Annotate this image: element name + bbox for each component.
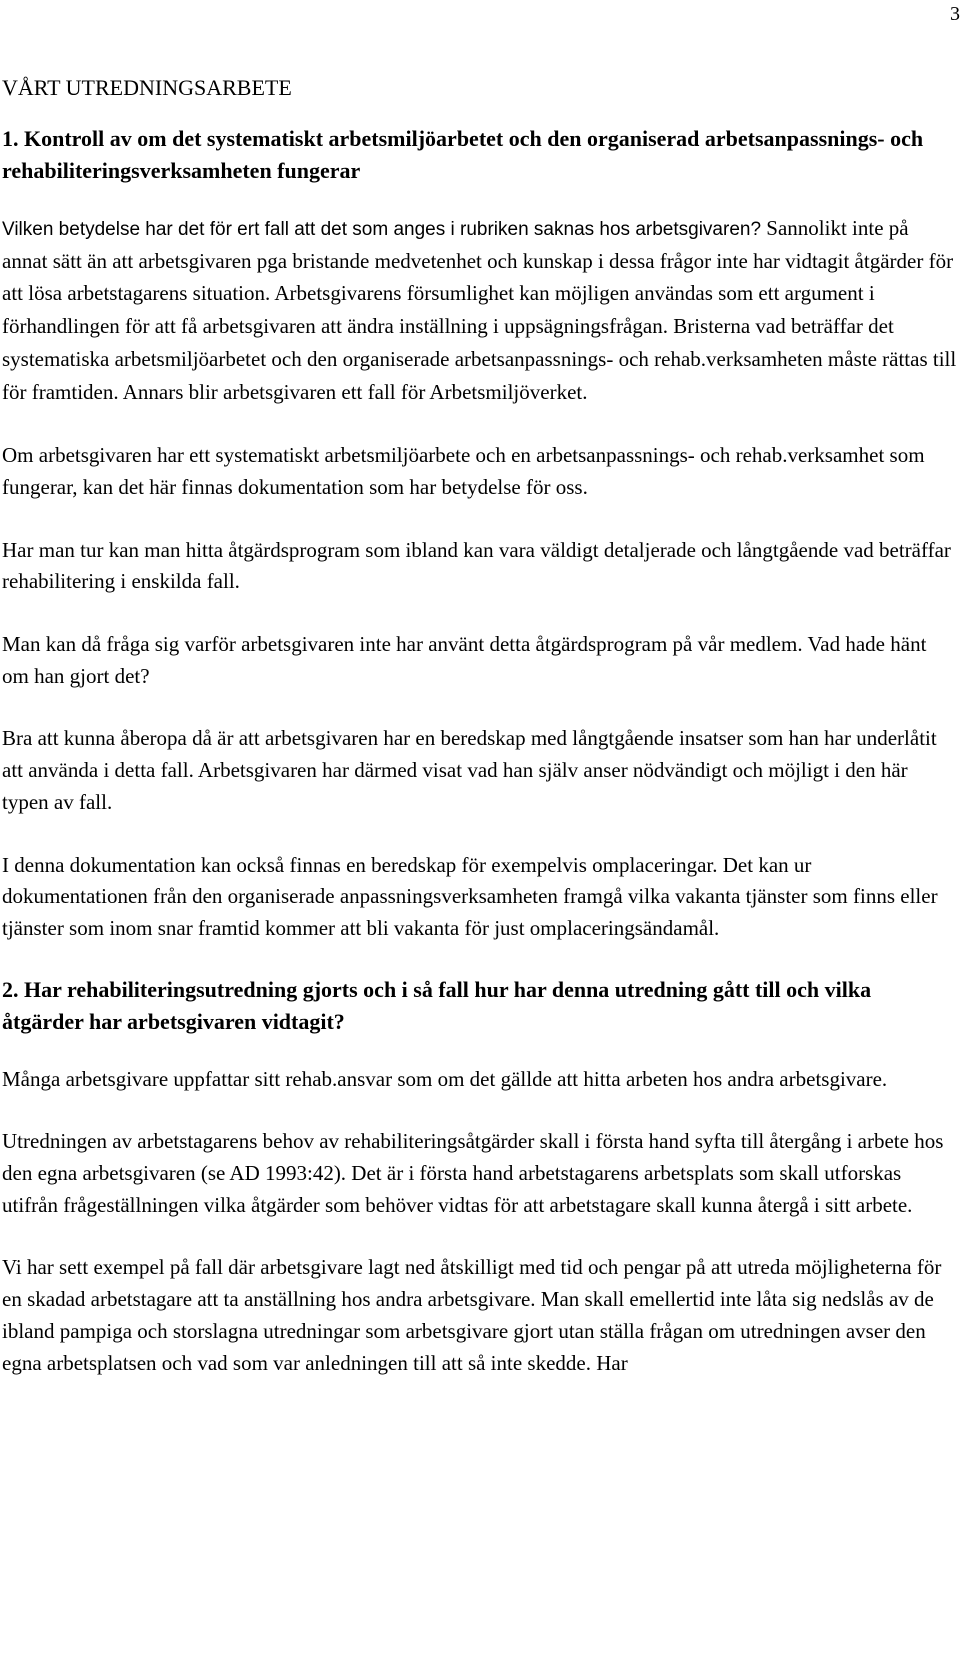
section-2-title: 2. Har rehabiliteringsutredning gjorts och i så fall hur har denna utredning gått till och vilka åtgärder har arbetsgivaren vidtagit? <box>2 976 872 1034</box>
document-heading: VÅRT UTREDNINGSARBETE <box>2 75 292 100</box>
section-1-paragraph-1-lead: Vilken betydelse har det för ert fall att det som anges i rubriken saknas hos arbetsgivaren? <box>2 219 762 240</box>
section-1-paragraph-1-text: Sannolikt inte på annat sätt än att arbetsgivaren pga bristande medvetenhet och kunskap i dessa frågor inte har vidtagit åtgärder för att lösa arbetstagarens situation. Arbetsgivarens försumlighet kan möjligen användas som ett argument i förhandlingen för att få arbetsgivaren att ändra inställning i uppsägningsfrågan. Bristerna vad beträffar det systematiska arbetsmiljöarbetet och den organiserade arbetsanpassnings- och rehab.verksamheten måste rättas till för framtiden. Annars blir arbetsgivaren ett fall för Arbetsmiljöverket. <box>2 216 957 404</box>
section-1-paragraph-2: Om arbetsgivaren har ett systematiskt arbetsmiljöarbete och en arbetsanpassnings- och rehab.verksamhet som fungerar, kan det här finnas dokumentation som har betydelse för oss. <box>2 443 925 499</box>
section-1-paragraph-3: Har man tur kan man hitta åtgärdsprogram som ibland kan vara väldigt detaljerade och långtgående vad beträffar rehabilitering i enskilda fall. <box>2 537 951 594</box>
document-content <box>2 72 958 1410</box>
section-2-paragraph-3: Vi har sett exempel på fall där arbetsgivare lagt ned åtskilligt med tid och pengar på att utreda möjligheterna för en skadad arbetstagare att ta anställning hos andra arbetsgivare. Man skall emellertid inte låta sig nedslås av de ibland pampiga och storslagna utredningar som arbetsgivare gjort utan ställa frågan om utredningen avser den egna arbetsplatsen och vad som var anledningen till att så inte skedde. Har <box>2 1255 942 1375</box>
section-1-title: 1. Kontroll av om det systematiskt arbetsmiljöarbetet och den organiserad arbetsanpassnings- och rehabiliteringsverksamheten fungerar <box>2 126 924 183</box>
section-1-paragraph-4: Man kan då fråga sig varför arbetsgivaren inte har använt detta åtgärdsprogram på vår medlem. Vad hade hänt om han gjort det? <box>2 632 927 688</box>
section-1-paragraph-6: I denna dokumentation kan också finnas en beredskap för exempelvis omplaceringar. Det kan ur dokumentationen från den organiserade anpassningsverksamheten framgå vilka vakanta tjänster som finns eller tjänster som inom snar framtid kommer att bli vakanta för just omplaceringsändamål. <box>2 852 938 940</box>
section-2-paragraph-1: Många arbetsgivare uppfattar sitt rehab.ansvar som om det gällde att hitta arbeten hos andra arbetsgivare. <box>2 1066 888 1091</box>
section-1-paragraph-5: Bra att kunna åberopa då är att arbetsgivaren har en beredskap med långtgående insatser som han har underlåtit att använda i detta fall. Arbetsgivaren har därmed visat vad han själv anser nödvändigt och möjligt i den här typen av fall. <box>2 726 937 814</box>
section-2-paragraph-2: Utredningen av arbetstagarens behov av rehabiliteringsåtgärder skall i första hand syfta till återgång i arbete hos den egna arbetsgivaren (se AD 1993:42). Det är i första hand arbetstagarens arbetsplats som skall utforskas utifrån frågeställningen vilka åtgärder som behöver vidtas för att arbetstagare skall kunna återgå i sitt arbete. <box>2 1129 944 1217</box>
page-number: 3 <box>950 3 960 25</box>
section-1-paragraph-1 <box>2 213 958 409</box>
